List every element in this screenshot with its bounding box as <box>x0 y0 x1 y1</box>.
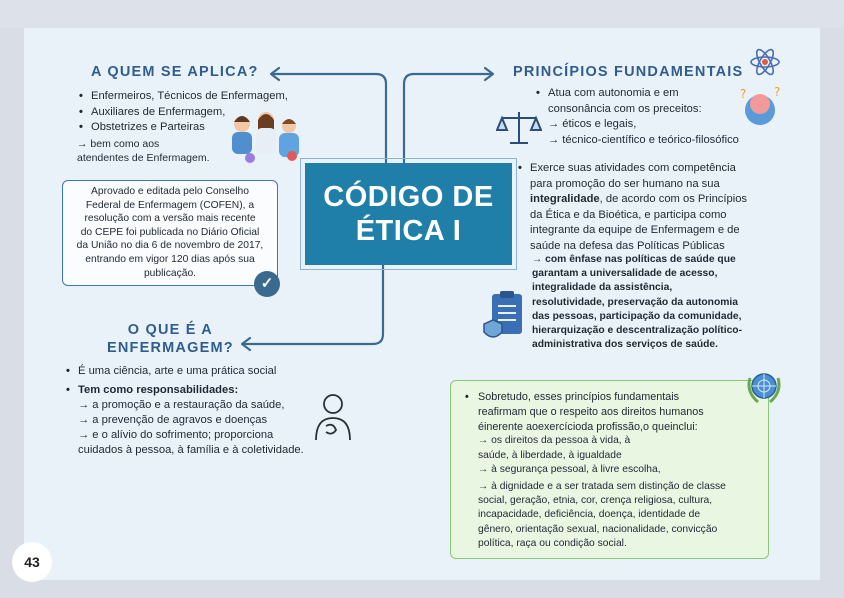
nursing-r1: → a promoção e a restauração da saúde, <box>78 399 285 411</box>
approval-line: Federal de Enfermagem (COFEN), a <box>85 199 255 211</box>
emphasis-line: hierarquização e descentralização político- <box>532 325 743 337</box>
nursing-r4: cuidados à pessoa, à família e à coletividade. <box>78 444 304 456</box>
principle-2-line3 <box>516 192 778 208</box>
rights-line: reafirmam que o respeito aos direitos humanos <box>478 405 704 418</box>
approval-box <box>62 180 278 286</box>
clipboard-shield-icon <box>482 290 526 348</box>
approval-line: entrando em vigor 120 dias após sua <box>85 253 255 265</box>
principle-1-line4: → técnico-científico e teórico-filosófico <box>548 133 739 146</box>
list-item: • Enfermeiros, Técnicos de Enfermagem, <box>77 89 317 105</box>
principle-emphasis <box>532 253 772 352</box>
human-rights-content: • Sobretudo, esses princípios fundamentais reafirmam que o respeito aos direitos humanos éinerente aoexercícioda profissão,o queinclui: → os direitos da pessoa à vida, à saúde, à liberdade, à igualdade → à segurança pessoal, à livre escolha, → à dignidade e a ser tratada sem distinção de classe social, geração, etnia, cor, crença religiosa, cultura, incapacidade, deficiência, doença, identidade de gênero, orientação sexual, nacionalidade, convicção política, raça ou condição social. <box>462 390 762 551</box>
principle-1: • Atua com autonomia e em consonância com os preceitos: → éticos e legais, → técnico-científico e teórico-filosófico <box>534 86 774 148</box>
page-number: 43 <box>12 542 52 582</box>
to-whom-extra-line1: → bem como aos <box>77 138 160 150</box>
principle-2-line1: Exerce suas atividades com competência <box>530 162 736 174</box>
emphasis-line: → com ênfase nas políticas de saúde que <box>532 254 736 265</box>
principles-title: PRINCÍPIOS FUNDAMENTAIS <box>513 64 744 80</box>
rights-line: → os direitos da pessoa à vida, à <box>478 435 631 447</box>
principle-2-line6: saúde na defesa das Políticas Públicas <box>530 239 725 252</box>
emphasis-line: das pessoas, participação da comunidade, <box>532 310 742 322</box>
to-whom-extra-line2: atendentes de Enfermagem. <box>77 152 210 164</box>
svg-text:?: ? <box>774 85 781 99</box>
center-title-line2: ÉTICA I <box>355 215 462 247</box>
rights-line: éinerente aoexercícioda profissão,o queinclui: <box>478 420 698 433</box>
to-whom-extra <box>77 137 210 165</box>
nursing-title <box>107 321 234 357</box>
rights-line: social, geração, etnia, cor, crença religiosa, cultura, <box>478 495 713 507</box>
rights-line: política, raça ou condição social. <box>478 537 627 549</box>
approval-line: publicação. <box>143 267 197 279</box>
principle-2-line5: integrante da equipe de Enfermagem e de <box>530 224 740 236</box>
nursing-item1: É uma ciência, arte e uma prática social <box>78 365 277 377</box>
rights-line: saúde, à liberdade, à igualdade <box>478 449 622 461</box>
nursing-content: • É uma ciência, arte e uma prática social • Tem como responsabilidades: → a promoção e a restauração da saúde, → a prevenção de agravos e doenças → e o alívio do sofrimento; proporciona cuidados à pessoa, à família e à coletividade. <box>64 364 334 458</box>
integralidade-bold: integralidade <box>530 193 600 205</box>
caring-person-icon <box>312 392 354 442</box>
to-whom-title: A QUEM SE APLICA? <box>91 64 259 80</box>
checkmark-icon: ✓ <box>254 271 280 297</box>
emphasis-line: integralidade da assistência, <box>532 282 673 294</box>
rights-line: incapacidade, deficiência, doença, identidade de <box>478 509 701 521</box>
svg-text:?: ? <box>740 87 747 101</box>
rights-line: gênero, orientação sexual, nacionalidade, convicção <box>478 523 718 535</box>
nursing-title-line1: O QUE É A <box>127 322 213 338</box>
nursing-item2: Tem como responsabilidades: <box>78 384 239 396</box>
center-title-line1: CÓDIGO DE <box>323 181 494 213</box>
justice-scale-icon <box>496 108 542 148</box>
principle-2-line4: da Ética e da Bioética, e participa como <box>530 208 727 221</box>
approval-line: da União no dia 6 de novembro de 2017, <box>76 240 264 252</box>
approval-line: do CEPE foi publicada no Diário Oficial <box>80 226 260 238</box>
principle-2: • Exerce suas atividades com competência para promoção do ser humano na sua integralidade, de acordo com os Princípios da Ética e da Bioética, e participa como integrante da equipe de Enfermagem e de saúde na defesa das Políticas Públicas <box>516 161 778 254</box>
rights-line: Sobretudo, esses princípios fundamentais <box>478 391 680 403</box>
principle-1-line3: → éticos e legais, <box>548 118 637 130</box>
rights-line: → à segurança pessoal, à livre escolha, <box>478 463 661 475</box>
list-item: • Obstetrizes e Parteiras <box>77 120 317 136</box>
emphasis-line: resolutividade, preservação da autonomia <box>532 296 739 308</box>
emphasis-line: administrativa dos serviços de saúde. <box>532 339 718 351</box>
approval-line: Aprovado e editada pelo Conselho <box>90 186 249 197</box>
connector-principles <box>404 74 492 163</box>
nursing-r3: → e o alívio do sofrimento; proporciona <box>78 429 274 441</box>
principle-2-line2: para promoção do ser humano na sua <box>530 177 720 190</box>
emphasis-line: garantam a universalidade de acesso, <box>532 268 718 280</box>
list-item: • Auxiliares de Enfermagem, <box>77 105 317 121</box>
approval-line: resolução com a versão mais recente <box>84 213 256 225</box>
nursing-title-line2: ENFERMAGEM? <box>107 340 234 356</box>
principle-2-line3-rest: , de acordo com os Princípios <box>599 193 748 205</box>
nurses-illustration-icon <box>228 110 304 166</box>
atom-icon <box>748 44 782 80</box>
nursing-r2: → a prevenção de agravos e doenças <box>78 414 268 426</box>
rights-line: → à dignidade e a ser tratada sem distinção de classe <box>478 481 726 492</box>
principle-1-line1: Atua com autonomia e em <box>548 87 679 99</box>
principle-1-line2: consonância com os preceitos: <box>548 102 702 115</box>
center-title-box <box>305 163 512 265</box>
